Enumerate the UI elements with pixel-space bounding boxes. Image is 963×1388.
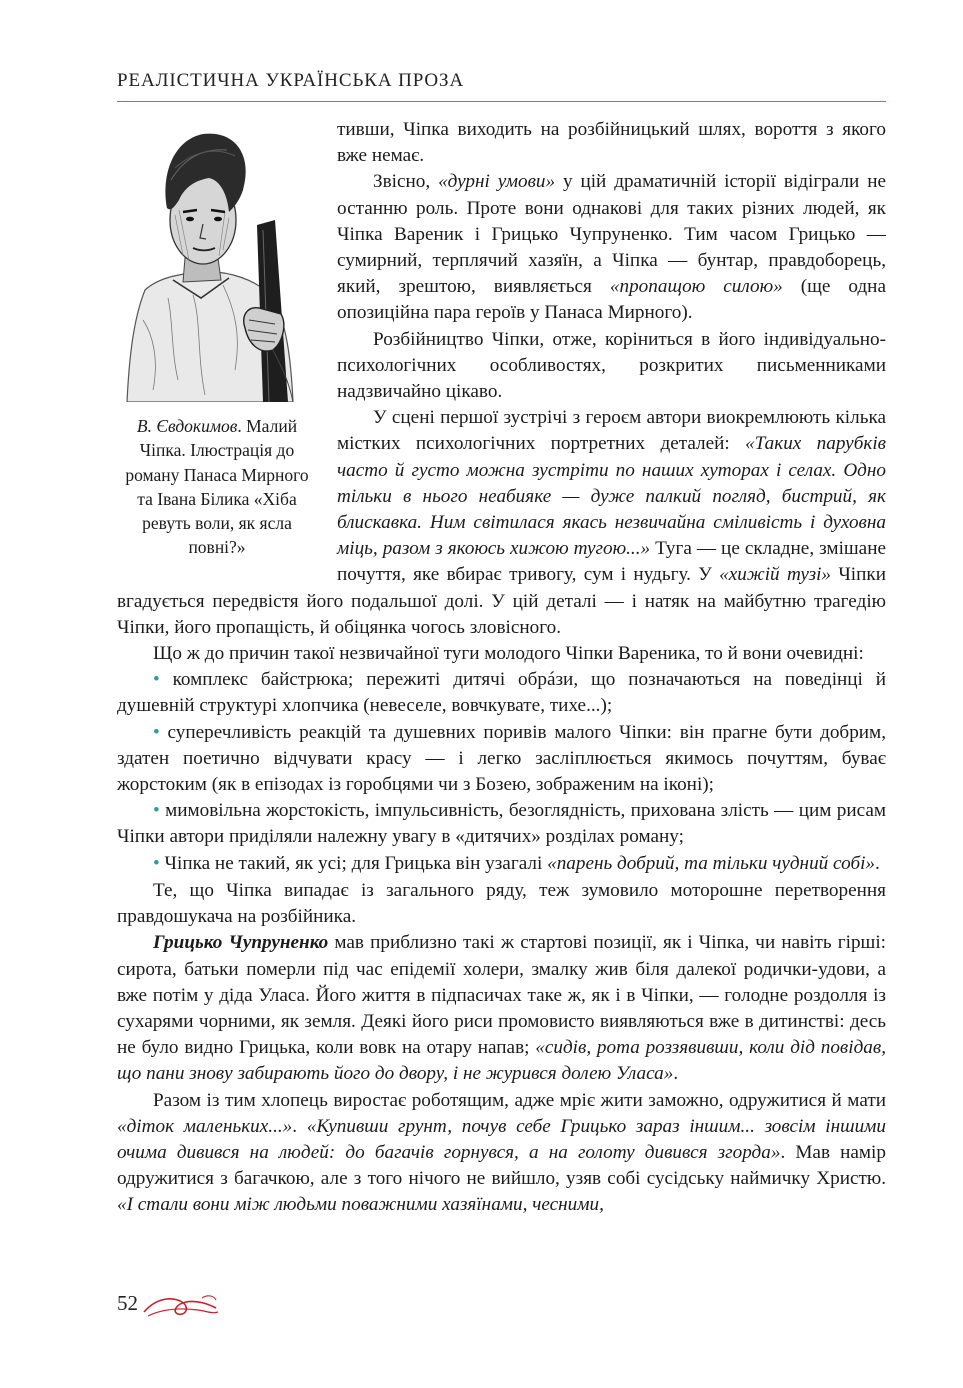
bullet-item-3: • мимовільна жорстокість, імпульсивність, безоглядність, прихована злість — цим рисам Чіпки автори приділяли належну увагу в «дитячих» розділах роману; [117, 800, 887, 848]
paragraph-8: Разом із тим хлопець виростає роботящим, адже мріє жити заможно, одружитися й мати «діток маленьких...». «Купивши грунт, почув себе Грицько зараз іншим... зовсім іншими очима дивився на людей: до багачів горнувся, а на голоту дивився згорда». Мав намір одружитися з багачкою, але з того нічого не вийшло, узяв собі сусідську наймичку Христю. «І стали вони між людьми поважними хазяїнами, чесними, [117, 1089, 887, 1216]
article-body [117, 117, 886, 1219]
character-name-hrytsko: Грицько Чупруненко [153, 932, 329, 954]
quote-staly-vony: «І стали вони між людьми поважними хазяїнами, чесними, [117, 1194, 604, 1216]
bullet-dot-icon: • [153, 721, 160, 743]
quote-ditok: «діток маленьких...» [117, 1115, 293, 1137]
bullet-item-4: • Чіпка не такий, як усі; для Грицька він узагалі «парень добрий, та тільки чудний собі». [153, 852, 880, 874]
header-rule [117, 101, 886, 102]
caption-author: В. Євдокимов [136, 416, 238, 436]
bullet-item-1: • комплекс байстрюка; пережиті дитячі обрáзи, що позначаються на поведінці й душевній структурі хлопчика (невеселе, вовчкувате, тихе...); [117, 669, 887, 717]
running-header: РЕАЛІСТИЧНА УКРАЇНСЬКА ПРОЗА [117, 70, 465, 91]
bullet-dot-icon: • [153, 669, 160, 691]
paragraph-7: Грицько Чупруненко мав приблизно такі ж стартові позиції, як і Чіпка, чи навіть гірші: сирота, батьки померли під час епідемії холери, змалку жив біля далекої родички-удови, а вже потім у діда Уласа. Його життя в підпасичах таке ж, як і в Чіпки, — голодне роздолля із сухарями чорними, як земля. Деякі його риси промовисто виявляються вже в дитинстві: десь не було видно Грицька, коли вовк на отару напав; «сидів, рота роззявивши, коли дід повідав, що пани знову забирають його до двору, і не журився долею Уласа». [117, 932, 886, 1085]
bullet-dot-icon: • [153, 800, 160, 822]
quote-sydiv: «сидів, рота роззявивши, коли дід повідав, що пани знову забирають його до двору, і не журився долею Уласа» [117, 1037, 886, 1085]
bullet-item-2: • суперечливість реакцій та душевних поривів малого Чіпки: він прагне бути добрим, здатен поетично відчувати красу — і легко засліплюється якимось почуттям, буває жорстоким (як в епізодах із горобцями чи з Бозею, зображеним на іконі); [117, 721, 886, 796]
paragraph-6: Те, що Чіпка випадає із загального ряду, теж зумовило моторошне перетворення правдошукача на розбійника. [117, 879, 886, 928]
bullet-dot-icon: • [153, 852, 160, 874]
quote-durni-umovy: «дурні умови» [438, 171, 556, 193]
paragraph-3: Розбійництво Чіпки, отже, коріниться в його індивідуально-психологічних особливостях, розкритих письменниками надзвичайно цікаво. [337, 328, 886, 403]
quote-portrait: «Таких парубків часто й густо можна зустріти по наших хуторах і селах. Одно тільки в нього неабияке — дуже палкий погляд, бистрий, як блискавка. Ним світилася якась незвичайна сміливість і духовна міць, разом з якоюсь хижою тугою...» [337, 433, 886, 560]
flourish-ornament-icon [142, 1290, 222, 1322]
figure-float-spacer [117, 117, 337, 569]
quote-kupyvshy-grunt: «Купивши грунт, почув себе Грицько зараз іншим... зовсім іншими очима дивився на людей: до багачів горнувся, а на голоту дивився згорда» [117, 1115, 887, 1163]
paragraph-5: Що ж до причин такої незвичайної туги молодого Чіпки Вареника, то й вони очевидні: [153, 643, 864, 665]
paragraph-2: Звісно, «дурні умови» у цій драматичній історії відіграли не останню роль. Проте вони однакові для таких різних людей, як Чіпка Вареник і Грицько Чупруненко. Тим часом Грицько — сумирний, терплячий хазяїн, а Чіпка — бунтар, правдоборець, який, зрештою, виявляється «пропащою силою» (ще одна опозиційна пара героїв у Панаса Мирного). [337, 171, 886, 324]
page-number: 52 [117, 1291, 138, 1315]
paragraph-1: тивши, Чіпка виходить на розбійницький шлях, вороття з якого вже немає. [337, 119, 886, 167]
caption-text: . Малий Чіпка. Ілюстрація до роману Панаса Мирного та Івана Білика «Хіба ревуть воли, як ясла повні?» [125, 416, 309, 558]
paragraph-4: У сцені першої зустрічі з героєм автори виокремлюють кілька містких психологічних портретних деталей: «Таких парубків часто й густо можна зустріти по наших хуторах і селах. Одно тільки в нього неабияке — дуже палкий погляд, бистрий, як блискавка. Ним світилася якась незвичайна сміливість і духовна міць, разом з якоюсь хижою тугою...» Туга — це складне, змішане почуття, яке вбирає тривогу, сум і нудьгу. У «хижій тузі» Чіпки вгадується передвістя його подальшої долі. У цій деталі — і натяк на майбутню трагедію Чіпки, його пропащість, й обіцянка чогось зловісного. [117, 407, 886, 638]
quote-paren-dobryi: «парень добрий, та тільки чудний собі» [547, 852, 876, 874]
quote-propashcha-syla: «пропащою силою» [609, 276, 783, 298]
quote-khyzha-tuha: «хижій тузі» [719, 564, 832, 586]
